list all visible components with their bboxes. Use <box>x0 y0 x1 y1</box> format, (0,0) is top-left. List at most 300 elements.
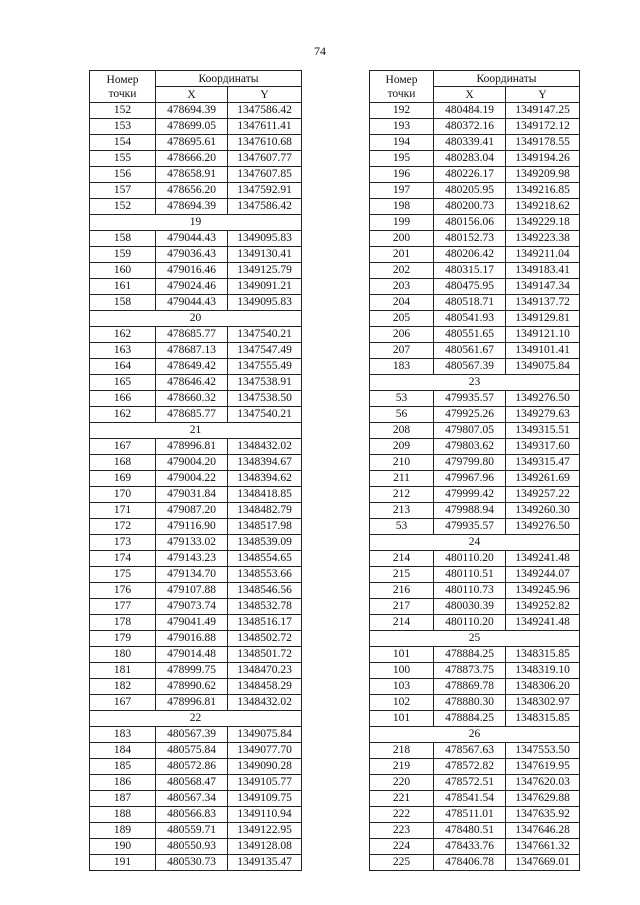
point-number-cell: 224 <box>370 839 434 855</box>
table-row <box>370 855 580 871</box>
point-number-cell: 158 <box>90 231 156 247</box>
table-row <box>90 855 302 871</box>
point-number-cell: 164 <box>90 359 156 375</box>
x-coordinate-cell: 478572.82 <box>434 759 506 775</box>
point-number-cell: 160 <box>90 263 156 279</box>
y-coordinate-cell: 1347540.21 <box>228 407 302 423</box>
point-number-cell: 185 <box>90 759 156 775</box>
x-coordinate-cell: 480568.47 <box>156 775 228 791</box>
x-coordinate-cell: 479999.42 <box>434 487 506 503</box>
point-number-cell: 209 <box>370 439 434 455</box>
point-number-cell: 155 <box>90 151 156 167</box>
y-coordinate-cell: 1349101.41 <box>506 343 580 359</box>
point-number-cell: 158 <box>90 295 156 311</box>
y-coordinate-cell: 1348517.98 <box>228 519 302 535</box>
x-coordinate-cell: 480572.86 <box>156 759 228 775</box>
group-header-row <box>90 215 302 231</box>
point-number-cell: 181 <box>90 663 156 679</box>
point-number-cell: 191 <box>90 855 156 871</box>
group-header-row <box>370 375 580 391</box>
y-coordinate-cell: 1347669.01 <box>506 855 580 871</box>
y-coordinate-cell: 1349178.55 <box>506 135 580 151</box>
point-number-cell: 163 <box>90 343 156 359</box>
point-number-cell: 103 <box>370 679 434 695</box>
y-coordinate-cell: 1347607.77 <box>228 151 302 167</box>
table-row <box>90 743 302 759</box>
table-row <box>370 663 580 679</box>
y-coordinate-cell: 1349216.85 <box>506 183 580 199</box>
group-number: 21 <box>90 423 302 439</box>
table-row <box>370 551 580 567</box>
table-row <box>90 327 302 343</box>
table-row <box>90 631 302 647</box>
point-number-cell: 201 <box>370 247 434 263</box>
point-number-cell: 222 <box>370 807 434 823</box>
point-number-cell: 101 <box>370 711 434 727</box>
x-coordinate-cell: 478666.20 <box>156 151 228 167</box>
x-coordinate-cell: 478406.78 <box>434 855 506 871</box>
point-number-cell: 165 <box>90 375 156 391</box>
x-coordinate-cell: 479107.88 <box>156 583 228 599</box>
point-number-cell: 162 <box>90 407 156 423</box>
table-row <box>370 407 580 423</box>
table-row <box>370 391 580 407</box>
point-number-cell: 210 <box>370 455 434 471</box>
x-coordinate-cell: 478996.81 <box>156 695 228 711</box>
y-coordinate-cell: 1349129.81 <box>506 311 580 327</box>
table-row <box>370 583 580 599</box>
table-row <box>370 823 580 839</box>
y-coordinate-cell: 1349194.26 <box>506 151 580 167</box>
x-coordinate-cell: 479134.70 <box>156 567 228 583</box>
table-row <box>90 583 302 599</box>
y-coordinate-cell: 1349125.79 <box>228 263 302 279</box>
y-coordinate-cell: 1349252.82 <box>506 599 580 615</box>
table-row <box>90 775 302 791</box>
x-coordinate-cell: 480541.93 <box>434 311 506 327</box>
y-coordinate-cell: 1347586.42 <box>228 199 302 215</box>
x-coordinate-cell: 480110.51 <box>434 567 506 583</box>
y-coordinate-cell: 1348418.85 <box>228 487 302 503</box>
x-coordinate-cell: 480561.67 <box>434 343 506 359</box>
table-row <box>90 663 302 679</box>
x-coordinate-cell: 479041.49 <box>156 615 228 631</box>
y-coordinate-cell: 1348539.09 <box>228 535 302 551</box>
y-coordinate-cell: 1349135.47 <box>228 855 302 871</box>
y-coordinate-cell: 1349090.28 <box>228 759 302 775</box>
y-coordinate-cell: 1347620.03 <box>506 775 580 791</box>
x-coordinate-cell: 478511.01 <box>434 807 506 823</box>
point-number-cell: 180 <box>90 647 156 663</box>
point-number-cell: 172 <box>90 519 156 535</box>
point-number-cell: 196 <box>370 167 434 183</box>
table-row <box>370 119 580 135</box>
y-coordinate-cell: 1349091.21 <box>228 279 302 295</box>
y-coordinate-cell: 1347607.85 <box>228 167 302 183</box>
x-coordinate-cell: 480030.39 <box>434 599 506 615</box>
x-coordinate-cell: 479803.62 <box>434 439 506 455</box>
y-coordinate-cell: 1349122.95 <box>228 823 302 839</box>
x-coordinate-cell: 479133.02 <box>156 535 228 551</box>
x-coordinate-cell: 478685.77 <box>156 407 228 423</box>
x-coordinate-cell: 478999.75 <box>156 663 228 679</box>
table-row <box>370 279 580 295</box>
y-coordinate-cell: 1348315.85 <box>506 711 580 727</box>
point-number-cell: 217 <box>370 599 434 615</box>
x-coordinate-cell: 478869.78 <box>434 679 506 695</box>
y-coordinate-cell: 1349077.70 <box>228 743 302 759</box>
table-row <box>370 439 580 455</box>
point-number-cell: 207 <box>370 343 434 359</box>
table-row <box>370 183 580 199</box>
point-number-cell: 156 <box>90 167 156 183</box>
x-coordinate-cell: 478480.51 <box>434 823 506 839</box>
y-coordinate-cell: 1348482.79 <box>228 503 302 519</box>
y-coordinate-cell: 1348501.72 <box>228 647 302 663</box>
x-coordinate-cell: 480206.42 <box>434 247 506 263</box>
x-coordinate-cell: 478541.54 <box>434 791 506 807</box>
table-row <box>90 375 302 391</box>
x-coordinate-cell: 478990.62 <box>156 679 228 695</box>
x-coordinate-cell: 480156.06 <box>434 215 506 231</box>
x-coordinate-cell: 480339.41 <box>434 135 506 151</box>
x-coordinate-cell: 478646.42 <box>156 375 228 391</box>
table-row <box>90 295 302 311</box>
y-coordinate-cell: 1349130.41 <box>228 247 302 263</box>
table-row <box>90 359 302 375</box>
table-row <box>90 647 302 663</box>
point-number-cell: 214 <box>370 551 434 567</box>
x-coordinate-cell: 479024.46 <box>156 279 228 295</box>
x-coordinate-cell: 478694.39 <box>156 199 228 215</box>
x-coordinate-cell: 480475.95 <box>434 279 506 295</box>
point-number-cell: 205 <box>370 311 434 327</box>
table-row <box>90 183 302 199</box>
point-number-cell: 167 <box>90 439 156 455</box>
x-coordinate-cell: 479073.74 <box>156 599 228 615</box>
table-row <box>90 551 302 567</box>
x-coordinate-cell: 478880.30 <box>434 695 506 711</box>
x-coordinate-cell: 478660.32 <box>156 391 228 407</box>
table-row <box>90 823 302 839</box>
y-coordinate-cell: 1349315.47 <box>506 455 580 471</box>
table-row <box>90 103 302 119</box>
x-coordinate-cell: 478685.77 <box>156 327 228 343</box>
y-coordinate-cell: 1348516.17 <box>228 615 302 631</box>
table-row <box>370 199 580 215</box>
y-coordinate-cell: 1348315.85 <box>506 647 580 663</box>
point-number-cell: 194 <box>370 135 434 151</box>
table-row <box>90 487 302 503</box>
y-coordinate-cell: 1348394.67 <box>228 455 302 471</box>
point-number-cell: 187 <box>90 791 156 807</box>
x-coordinate-cell: 480567.39 <box>156 727 228 743</box>
table-row <box>90 455 302 471</box>
y-coordinate-cell: 1347547.49 <box>228 343 302 359</box>
x-coordinate-cell: 480110.20 <box>434 551 506 567</box>
point-number-cell: 218 <box>370 743 434 759</box>
table-row <box>370 487 580 503</box>
point-number-cell: 177 <box>90 599 156 615</box>
point-number-cell: 206 <box>370 327 434 343</box>
table-row <box>370 695 580 711</box>
y-coordinate-cell: 1347611.41 <box>228 119 302 135</box>
point-label-line2: точки <box>387 87 416 100</box>
x-coordinate-cell: 480566.83 <box>156 807 228 823</box>
table-row <box>370 615 580 631</box>
x-coordinate-cell: 478658.91 <box>156 167 228 183</box>
point-number-cell: 167 <box>90 695 156 711</box>
point-number-cell: 166 <box>90 391 156 407</box>
table-row <box>370 455 580 471</box>
x-coordinate-cell: 478649.42 <box>156 359 228 375</box>
y-coordinate-cell: 1348432.02 <box>228 439 302 455</box>
y-coordinate-cell: 1349147.25 <box>506 103 580 119</box>
table-row <box>370 343 580 359</box>
y-coordinate-cell: 1349128.08 <box>228 839 302 855</box>
table-row <box>90 727 302 743</box>
y-coordinate-cell: 1349229.18 <box>506 215 580 231</box>
table-row <box>90 119 302 135</box>
x-coordinate-cell: 479967.96 <box>434 471 506 487</box>
x-coordinate-cell: 480315.17 <box>434 263 506 279</box>
x-coordinate-cell: 479799.80 <box>434 455 506 471</box>
point-number-cell: 203 <box>370 279 434 295</box>
x-coordinate-cell: 479087.20 <box>156 503 228 519</box>
table-row <box>370 135 580 151</box>
table-row <box>370 807 580 823</box>
group-header-row <box>370 535 580 551</box>
point-number-cell: 216 <box>370 583 434 599</box>
table-row <box>90 199 302 215</box>
point-number-cell: 183 <box>90 727 156 743</box>
x-coordinate-cell: 479925.26 <box>434 407 506 423</box>
x-coordinate-cell: 478687.13 <box>156 343 228 359</box>
x-coordinate-cell: 478433.76 <box>434 839 506 855</box>
table-row <box>90 791 302 807</box>
table-row <box>90 503 302 519</box>
group-number: 24 <box>370 535 580 551</box>
group-number: 20 <box>90 311 302 327</box>
y-coordinate-cell: 1348553.66 <box>228 567 302 583</box>
y-coordinate-cell: 1349075.84 <box>228 727 302 743</box>
group-number: 25 <box>370 631 580 647</box>
x-coordinate-cell: 479988.94 <box>434 503 506 519</box>
group-header-row <box>90 311 302 327</box>
table-row <box>90 535 302 551</box>
x-coordinate-cell: 480200.73 <box>434 199 506 215</box>
x-coordinate-cell: 480551.65 <box>434 327 506 343</box>
y-coordinate-cell: 1349095.83 <box>228 295 302 311</box>
x-coordinate-cell: 479031.84 <box>156 487 228 503</box>
table-row <box>370 311 580 327</box>
x-coordinate-cell: 480372.16 <box>434 119 506 135</box>
table-row <box>370 471 580 487</box>
x-coordinate-cell: 480567.39 <box>434 359 506 375</box>
point-number-cell: 219 <box>370 759 434 775</box>
y-coordinate-cell: 1347555.49 <box>228 359 302 375</box>
table-row <box>90 471 302 487</box>
coordinates-header: Координаты <box>434 71 580 87</box>
y-coordinate-cell: 1347592.91 <box>228 183 302 199</box>
y-coordinate-cell: 1349172.12 <box>506 119 580 135</box>
table-row <box>370 327 580 343</box>
point-number-cell: 161 <box>90 279 156 295</box>
x-coordinate-cell: 479935.57 <box>434 519 506 535</box>
point-number-cell: 171 <box>90 503 156 519</box>
x-coordinate-cell: 479016.88 <box>156 631 228 647</box>
point-number-cell: 173 <box>90 535 156 551</box>
table-row <box>370 791 580 807</box>
y-coordinate-cell: 1348302.97 <box>506 695 580 711</box>
point-number-cell: 211 <box>370 471 434 487</box>
table-row <box>90 279 302 295</box>
x-coordinate-cell: 480484.19 <box>434 103 506 119</box>
y-coordinate-cell: 1349121.10 <box>506 327 580 343</box>
y-coordinate-cell: 1347646.28 <box>506 823 580 839</box>
y-coordinate-cell: 1348546.56 <box>228 583 302 599</box>
point-number-cell: 214 <box>370 615 434 631</box>
coordinates-table-right <box>369 70 580 871</box>
y-coordinate-cell: 1348554.65 <box>228 551 302 567</box>
x-coordinate-cell: 479016.46 <box>156 263 228 279</box>
point-number-cell: 204 <box>370 295 434 311</box>
table-row <box>90 151 302 167</box>
y-coordinate-cell: 1348532.78 <box>228 599 302 615</box>
point-number-cell: 178 <box>90 615 156 631</box>
y-coordinate-cell: 1349110.94 <box>228 807 302 823</box>
y-coordinate-cell: 1348432.02 <box>228 695 302 711</box>
y-coordinate-cell: 1349276.50 <box>506 391 580 407</box>
x-coordinate-cell: 478884.25 <box>434 647 506 663</box>
x-header: X <box>156 87 228 103</box>
point-number-cell: 223 <box>370 823 434 839</box>
y-coordinate-cell: 1348470.23 <box>228 663 302 679</box>
table-row <box>90 615 302 631</box>
y-coordinate-cell: 1349279.63 <box>506 407 580 423</box>
y-coordinate-cell: 1349105.77 <box>228 775 302 791</box>
coordinates-table-left <box>89 70 302 871</box>
table-row <box>370 647 580 663</box>
y-coordinate-cell: 1348458.29 <box>228 679 302 695</box>
point-number-cell: 220 <box>370 775 434 791</box>
table-row <box>90 247 302 263</box>
x-coordinate-cell: 479036.43 <box>156 247 228 263</box>
table-row <box>370 247 580 263</box>
y-coordinate-cell: 1349317.60 <box>506 439 580 455</box>
y-header: Y <box>506 87 580 103</box>
point-number-cell: 157 <box>90 183 156 199</box>
x-coordinate-cell: 478656.20 <box>156 183 228 199</box>
x-coordinate-cell: 480110.20 <box>434 615 506 631</box>
point-number-cell: 100 <box>370 663 434 679</box>
y-coordinate-cell: 1347538.50 <box>228 391 302 407</box>
table-row <box>370 519 580 535</box>
table-row <box>90 807 302 823</box>
table-row <box>370 567 580 583</box>
group-header-row <box>90 711 302 727</box>
table-row <box>90 391 302 407</box>
table-row <box>90 839 302 855</box>
point-label-line2: точки <box>108 87 137 100</box>
table-row <box>370 103 580 119</box>
point-number-cell: 168 <box>90 455 156 471</box>
table-row <box>370 775 580 791</box>
point-number-cell: 213 <box>370 503 434 519</box>
x-header: X <box>434 87 506 103</box>
group-number: 26 <box>370 727 580 743</box>
point-number-cell: 215 <box>370 567 434 583</box>
y-coordinate-cell: 1348394.62 <box>228 471 302 487</box>
x-coordinate-cell: 480575.84 <box>156 743 228 759</box>
y-coordinate-cell: 1348319.10 <box>506 663 580 679</box>
point-number-cell: 162 <box>90 327 156 343</box>
point-number-cell: 170 <box>90 487 156 503</box>
point-number-cell: 197 <box>370 183 434 199</box>
point-number-cell: 200 <box>370 231 434 247</box>
table-row <box>90 439 302 455</box>
y-coordinate-cell: 1349211.04 <box>506 247 580 263</box>
y-coordinate-cell: 1348502.72 <box>228 631 302 647</box>
x-coordinate-cell: 478996.81 <box>156 439 228 455</box>
point-number-cell: 199 <box>370 215 434 231</box>
y-coordinate-cell: 1349244.07 <box>506 567 580 583</box>
point-label-line1: Номер <box>385 73 418 86</box>
y-coordinate-cell: 1347553.50 <box>506 743 580 759</box>
x-coordinate-cell: 480205.95 <box>434 183 506 199</box>
point-number-cell: 186 <box>90 775 156 791</box>
y-coordinate-cell: 1349075.84 <box>506 359 580 375</box>
point-number-cell: 179 <box>90 631 156 647</box>
group-header-row <box>370 631 580 647</box>
x-coordinate-cell: 478884.25 <box>434 711 506 727</box>
table-body-right <box>370 103 580 871</box>
table-row <box>90 263 302 279</box>
table-row <box>90 167 302 183</box>
point-number-cell: 53 <box>370 391 434 407</box>
x-coordinate-cell: 480567.34 <box>156 791 228 807</box>
x-coordinate-cell: 479004.20 <box>156 455 228 471</box>
group-header-row <box>90 423 302 439</box>
point-number-cell: 198 <box>370 199 434 215</box>
table-row <box>370 743 580 759</box>
table-row <box>370 711 580 727</box>
point-number-cell: 225 <box>370 855 434 871</box>
x-coordinate-cell: 478567.63 <box>434 743 506 759</box>
point-number-cell: 153 <box>90 119 156 135</box>
y-coordinate-cell: 1347538.91 <box>228 375 302 391</box>
point-number-cell: 102 <box>370 695 434 711</box>
x-coordinate-cell: 479116.90 <box>156 519 228 535</box>
point-number-cell: 169 <box>90 471 156 487</box>
table-row <box>370 167 580 183</box>
point-number-cell: 184 <box>90 743 156 759</box>
table-row <box>370 423 580 439</box>
x-coordinate-cell: 480152.73 <box>434 231 506 247</box>
y-coordinate-cell: 1349261.69 <box>506 471 580 487</box>
table-row <box>370 295 580 311</box>
point-number-cell: 176 <box>90 583 156 599</box>
y-coordinate-cell: 1349109.75 <box>228 791 302 807</box>
group-number: 22 <box>90 711 302 727</box>
y-coordinate-cell: 1347635.92 <box>506 807 580 823</box>
table-row <box>90 407 302 423</box>
table-row <box>370 215 580 231</box>
table-row <box>90 759 302 775</box>
x-coordinate-cell: 478873.75 <box>434 663 506 679</box>
point-number-cell: 56 <box>370 407 434 423</box>
y-coordinate-cell: 1349095.83 <box>228 231 302 247</box>
